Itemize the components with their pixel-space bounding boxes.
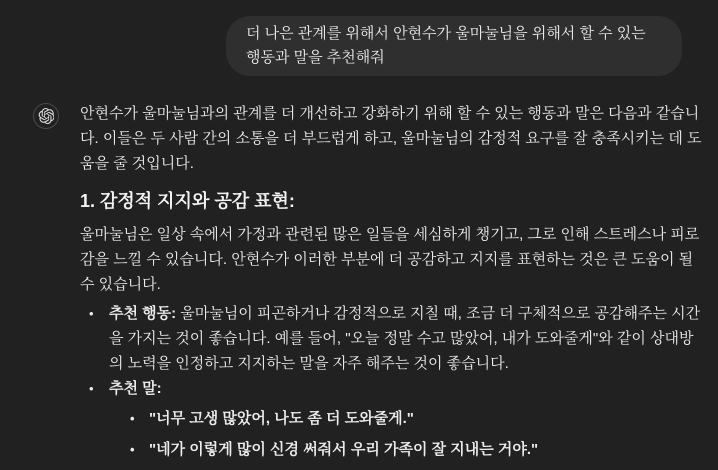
- sublist-item-quote: [109, 437, 702, 462]
- bullet-icon: [130, 406, 149, 431]
- user-message-bubble: 더 나은 관계를 위해서 안현수가 울마눌님을 위해서 할 수 있는 행동과 말을 추천해줘: [226, 16, 682, 76]
- list-item-recommended-words: [80, 376, 702, 462]
- assistant-message-row: [33, 103, 702, 462]
- list-item-label: 추천 말:: [109, 380, 162, 397]
- recommendation-list: [80, 301, 702, 462]
- list-item-recommended-action: [80, 301, 702, 376]
- assistant-avatar: [33, 103, 59, 129]
- quote-sublist: [109, 406, 702, 462]
- quote-text: "네가 이렇게 많이 신경 써줘서 우리 가족이 잘 지내는 거야.": [149, 441, 539, 458]
- assistant-intro-paragraph: 안현수가 울마눌님과의 관계를 더 개선하고 강화하기 위해 할 수 있는 행동과 말은 다음과 같습니다. 이들은 두 사람 간의 소통을 더 부드럽게 하고, 울마눌님의 감정적 요구를 잘 충족시키는 데 도움을 줄 것입니다.: [80, 105, 702, 172]
- list-item-text: [109, 301, 702, 376]
- bullet-icon: [130, 437, 149, 462]
- list-item-body: 울마눌님이 피곤하거나 감정적으로 지칠 때, 조금 더 구체적으로 공감해주는 시간을 가지는 것이 좋습니다. 예를 들어, "오늘 정말 수고 많았어, 내가 도와줄게"와 같이 상대방의 노력을 인정하고 지지하는 말을 자주 해주는 것이 좋습니다.: [109, 305, 701, 372]
- user-message-row: [0, 0, 718, 76]
- assistant-message-content: [80, 101, 702, 462]
- bullet-icon: [89, 301, 109, 376]
- bullet-icon: [89, 376, 109, 462]
- openai-logo-icon: [38, 108, 54, 124]
- section-heading: 1. 감정적 지지와 공감 표현:: [80, 191, 295, 211]
- list-item-label: 추천 행동:: [109, 305, 177, 322]
- quote-text: "너무 고생 많았어, 나도 좀 더 도와줄게.": [149, 410, 414, 427]
- section-paragraph: 울마눌님은 일상 속에서 가정과 관련된 많은 일들을 세심하게 챙기고, 그로 인해 스트레스나 피로감을 느낄 수 있습니다. 안현수가 이러한 부분에 더 공감하고 지지를 표현하는 것은 큰 도움이 될 수 있습니다.: [80, 226, 700, 293]
- sublist-item-quote: [109, 406, 702, 431]
